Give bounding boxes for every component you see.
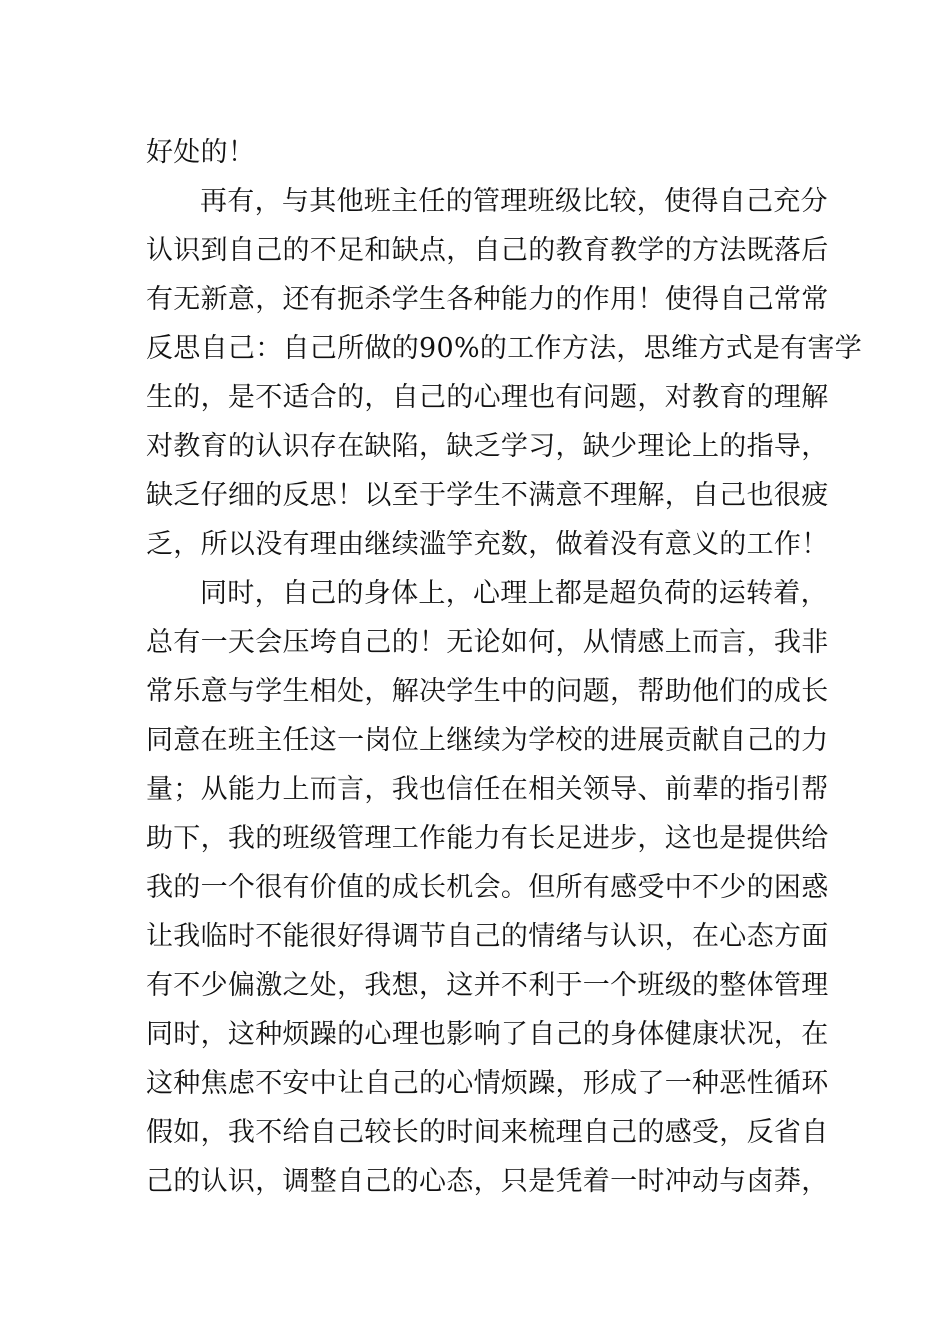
text-line: 好处的！ xyxy=(146,137,256,168)
text-line: 让我临时不能很好得调节自己的情绪与认识，在心态方面 xyxy=(146,921,829,952)
text-line: 对教育的认识存在缺陷，缺乏学习，缺少理论上的指导， xyxy=(146,431,829,462)
text-line: 同意在班主任这一岗位上继续为学校的进展贡献自己的力 xyxy=(146,725,829,756)
paragraph-start-line: 同时，自己的身体上，心理上都是超负荷的运转着， xyxy=(200,578,828,609)
text-line: 总有一天会压垮自己的！无论如何，从情感上而言，我非 xyxy=(146,627,829,658)
text-line: 量；从能力上而言，我也信任在相关领导、前辈的指引帮 xyxy=(146,774,829,805)
text-line: 有无新意，还有扼杀学生各种能力的作用！使得自己常常 xyxy=(146,284,829,315)
text-line: 我的一个很有价值的成长机会。但所有感受中不少的困惑 xyxy=(146,872,829,903)
text-line: 生的，是不适合的，自己的心理也有问题，对教育的理解 xyxy=(146,382,829,413)
text-line: 同时，这种烦躁的心理也影响了自己的身体健康状况，在 xyxy=(146,1019,829,1050)
text-line: 缺乏仔细的反思！以至于学生不满意不理解，自己也很疲 xyxy=(146,480,829,511)
text-line: 假如，我不给自己较长的时间来梳理自己的感受，反省自 xyxy=(146,1117,829,1148)
body-text xyxy=(146,128,863,1206)
text-line: 乏，所以没有理由继续滥竽充数，做着没有意义的工作！ xyxy=(146,529,829,560)
text-line: 助下，我的班级管理工作能力有长足进步，这也是提供给 xyxy=(146,823,829,854)
text-line: 有不少偏激之处，我想，这并不利于一个班级的整体管理 xyxy=(146,970,829,1001)
text-line: 认识到自己的不足和缺点，自己的教育教学的方法既落后 xyxy=(146,235,829,266)
text-line: 常乐意与学生相处，解决学生中的问题，帮助他们的成长 xyxy=(146,676,829,707)
text-line: 这种焦虑不安中让自己的心情烦躁，形成了一种恶性循环 xyxy=(146,1068,829,1099)
paragraph-start-line: 再有，与其他班主任的管理班级比较，使得自己充分 xyxy=(200,186,828,217)
text-line: 反思自己：自己所做的90%的工作方法，思维方式是有害学 xyxy=(146,333,863,364)
text-line: 己的认识，调整自己的心态，只是凭着一时冲动与卤莽， xyxy=(146,1166,829,1197)
